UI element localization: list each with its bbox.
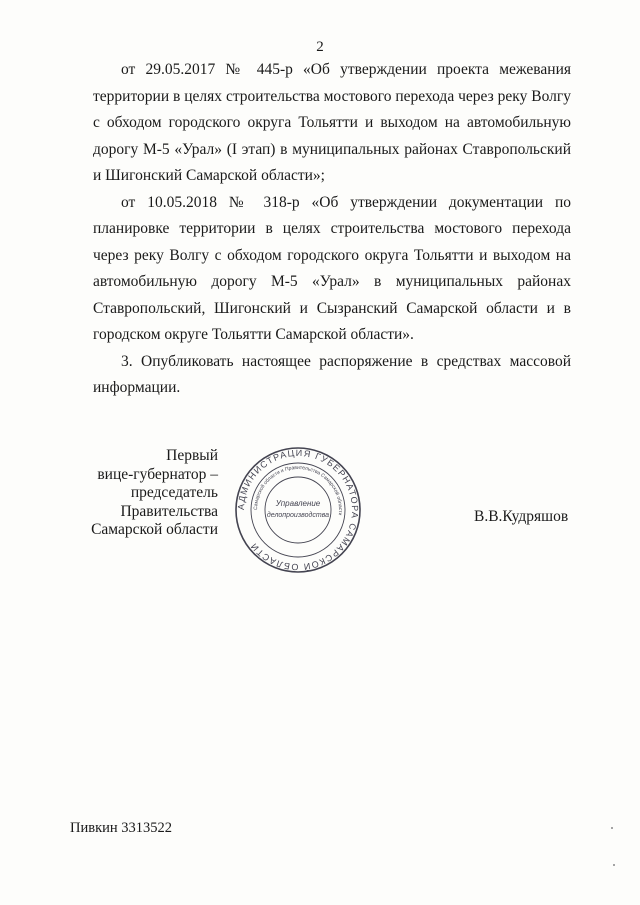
signer-title-line: председатель Правительства [120, 484, 218, 520]
scan-speck [613, 864, 615, 866]
signer-title-line: Самарской области [91, 521, 218, 538]
paragraph-order-318: от 10.05.2018 № 318-р «Об утверждении документации по планировке территории в целях строительства мостового перехода через реку Волгу с обходом городского округа Тольятти и выходом на автомобильную дорогу М-5 «Урал» в муниципальных районах Ставропольский, Шигонский и Сызранский Самарской области и в городском округе Тольятти Самарской области». [93, 193, 571, 343]
stamp-outer-text: АДМИНИСТРАЦИЯ ГУБЕРНАТОРА САМАРСКОЙ ОБЛАСТИ [235, 447, 361, 573]
svg-text:Самарской области и Правительс [253, 465, 343, 516]
document-body [93, 57, 571, 402]
stamp-center-line1: Управление [275, 499, 321, 508]
signer-name: В.В.Кудряшов [474, 508, 569, 525]
signer-title [60, 447, 218, 540]
scan-speck [611, 827, 613, 829]
page-number: 2 [316, 39, 324, 55]
signer-title-line: Первый [166, 447, 218, 464]
paragraph-order-445: от 29.05.2017 № 445-р «Об утверждении проекта межевания территории в целях строительства мостового перехода через реку Волгу с обходом городского округа Тольятти и выходом на автомобильную дорогу М-5 «Урал» (I этап) в муниципальных районах Ставропольский и Шигонский Самарской области»; [93, 61, 571, 184]
stamp-inner-text: Самарской области и Правительства Самарской области [252, 464, 344, 516]
paragraph-item-3: 3. Опубликовать настоящее распоряжение в средствах массовой информации. [93, 352, 571, 396]
stamp-center-line2: делопроизводства [266, 512, 330, 519]
executor-note: Пивкин 3313522 [70, 820, 173, 836]
signer-title-line: вице-губернатор – [97, 465, 218, 483]
official-seal-stamp [233, 445, 363, 575]
